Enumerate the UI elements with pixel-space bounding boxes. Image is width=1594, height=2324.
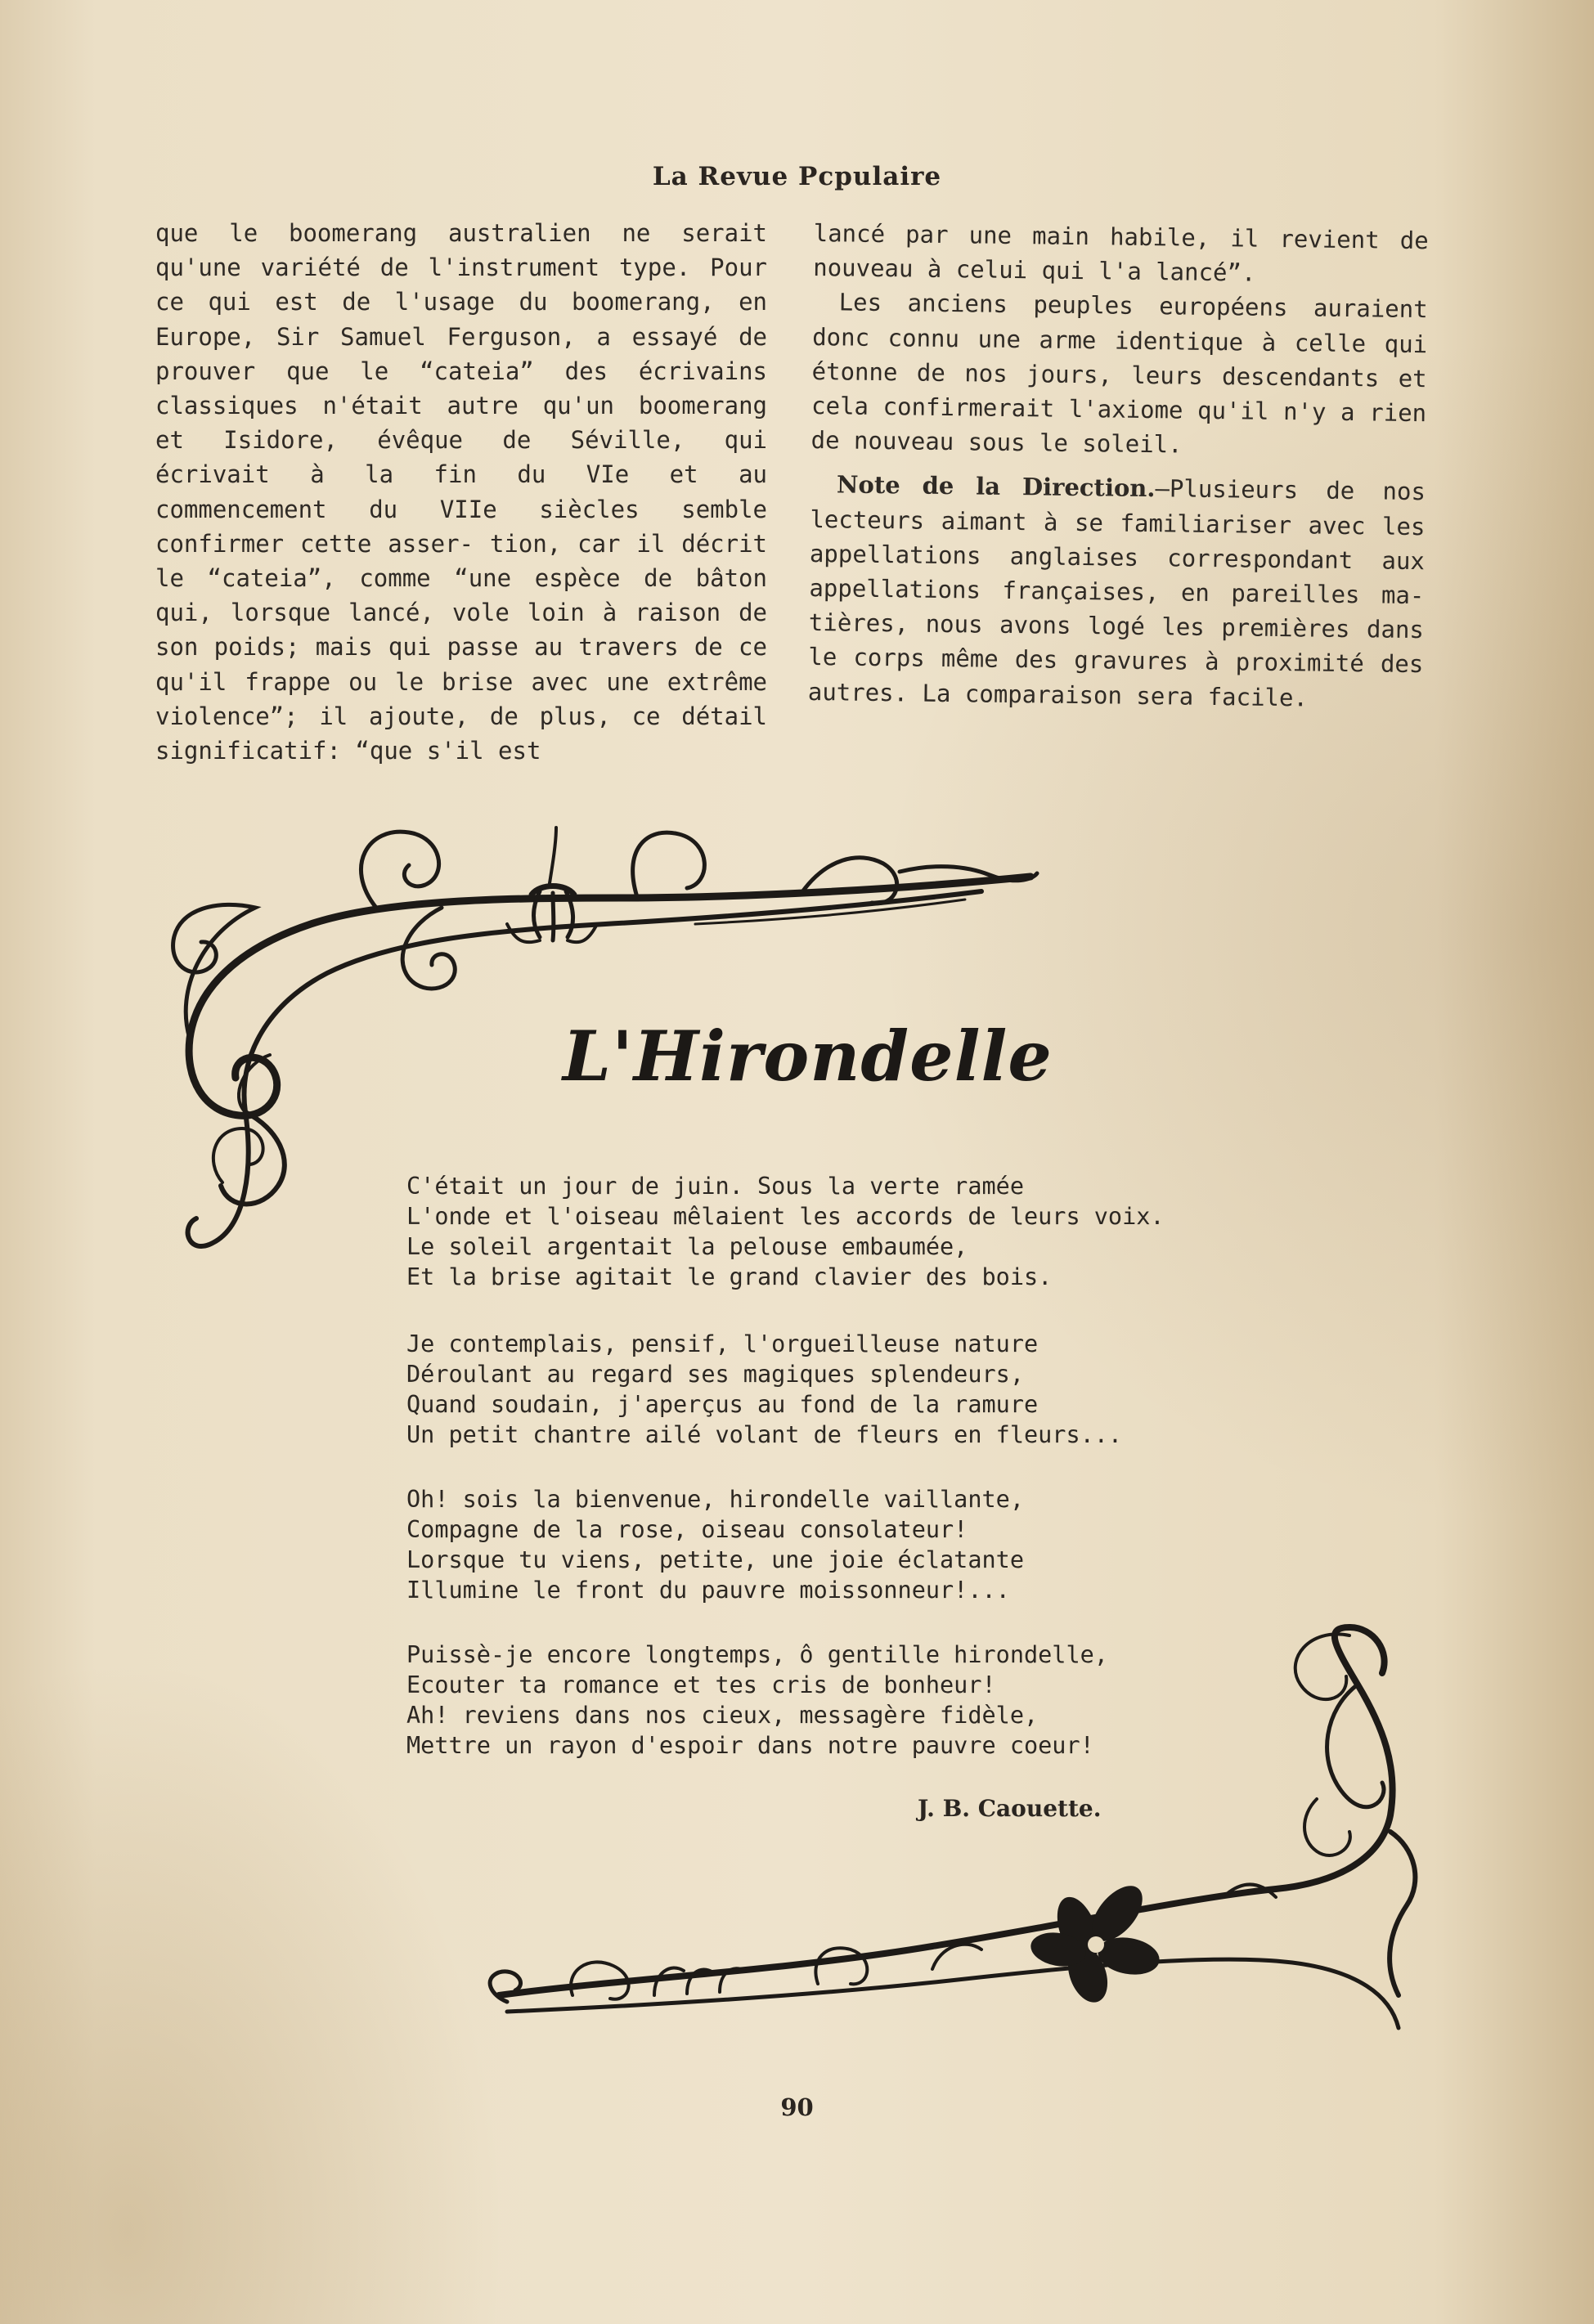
running-header: La Revue Pcpulaire (652, 162, 942, 191)
text-line: au travers de ce qu'il frappe ou le brise (155, 633, 767, 696)
text-line: espèce de bâton qui, lorsque lancé, vole (155, 564, 767, 627)
text-line: —Plusieurs de nos (1155, 474, 1426, 506)
verse-line: Un petit chantre ailé volant de fleurs en fleurs... (406, 1421, 1123, 1448)
text-line: loin à raison de son poids; mais qui passe (155, 599, 768, 662)
text-line: appellations anglaises correspondant aux (809, 539, 1426, 575)
text-line: cela confirmerait l'axiome qu'il n'y a rien (810, 391, 1427, 428)
text-line: appellations françaises, en pareilles ma- (809, 573, 1425, 610)
verse-line: Déroulant au regard ses magiques splendeurs, (406, 1361, 1024, 1388)
text-line: tières, nous avons logé les premières dans (808, 608, 1425, 644)
verse-line: Et la brise agitait le grand clavier des bois. (406, 1263, 1053, 1290)
text-line: lecteurs aimant à se familiariser avec les (810, 505, 1426, 541)
poem-author: J. B. Caouette. (918, 1795, 1102, 1822)
text-line: ce qui est de l'usage du boomerang, en (155, 288, 767, 316)
text-line: qu'une variété de l'instrument type. Pour (155, 253, 767, 282)
verse-line: C'était un jour de juin. Sous la verte ramée (406, 1173, 1024, 1200)
verse-line: Puissè-je encore longtemps, ô gentille hirondelle, (406, 1641, 1108, 1668)
verse-line: Oh! sois la bienvenue, hirondelle vaillante, (406, 1486, 1024, 1513)
text-line: de nouveau sous le soleil. (810, 426, 1183, 459)
verse-line: Lorsque tu viens, petite, une joie éclatante (406, 1546, 1024, 1573)
verse-line: Ecouter ta romance et tes cris de bonheur! (406, 1671, 996, 1698)
text-line: que le boomerang australien ne serait (155, 219, 767, 247)
text-line: classiques n'était autre qu'un boomerang (155, 392, 767, 420)
text-line: des autres. La comparaison sera facile. (807, 649, 1424, 712)
poem-stanza (406, 1171, 1208, 1292)
verse-line: L'onde et l'oiseau mêlaient les accords de leurs voix. (406, 1203, 1165, 1230)
poem-stanza (406, 1329, 1208, 1450)
verse-line: Le soleil argentait la pelouse embaumée, (406, 1233, 968, 1260)
five-petal-flower-icon (1028, 1877, 1162, 2008)
text-line: lancé par une main habile, il revient de (813, 218, 1429, 255)
text-line: plus, ce détail significatif: “que s'il est (155, 702, 767, 765)
text-line: et Isidore, évêque de Séville, qui écrivait (155, 426, 767, 489)
poem-stanza (406, 1640, 1208, 1761)
text-line: avec une extrême violence”; il ajoute, de (155, 667, 768, 730)
verse-line: Illumine le front du pauvre moissonneur!... (406, 1577, 1010, 1604)
note-heading: Note de la Direction. (836, 470, 1156, 503)
text-line: nouveau à celui qui l'a lancé”. (813, 253, 1256, 287)
poem-stanza (406, 1484, 1208, 1605)
verse-line: Je contemplais, pensif, l'orgueilleuse nature (406, 1330, 1039, 1357)
text-line: Europe, Sir Samuel Ferguson, a essayé (155, 322, 718, 351)
text-line: de prouver que le “cateia” des écrivains (155, 322, 767, 385)
verse-line: Mettre un rayon d'espoir dans notre pauvre coeur! (406, 1732, 1094, 1759)
poem-title: L'Hirondelle (563, 1016, 1053, 1097)
text-line: tion, car il décrit le “cateia”, comme “une (155, 529, 768, 593)
text-line: donc connu une arme identique à celle qui (811, 322, 1428, 358)
text-line: VIIe siècles semble confirmer cette asser- (155, 495, 767, 558)
verse-line: Quand soudain, j'aperçus au fond de la ramure (406, 1391, 1039, 1418)
verse-line: Ah! reviens dans nos cieux, messagère fidèle, (406, 1702, 1039, 1729)
text-line: étonne de nos jours, leurs descendants et (811, 357, 1427, 393)
text-line: à la fin du VIe et au commencement du (155, 460, 767, 523)
text-line: Les anciens peuples européens auraient (838, 288, 1428, 324)
text-line: le corps même des gravures à proximité (808, 643, 1365, 678)
verse-line: Compagne de la rose, oiseau consolateur! (406, 1516, 968, 1543)
page-number: 90 (780, 2093, 814, 2121)
